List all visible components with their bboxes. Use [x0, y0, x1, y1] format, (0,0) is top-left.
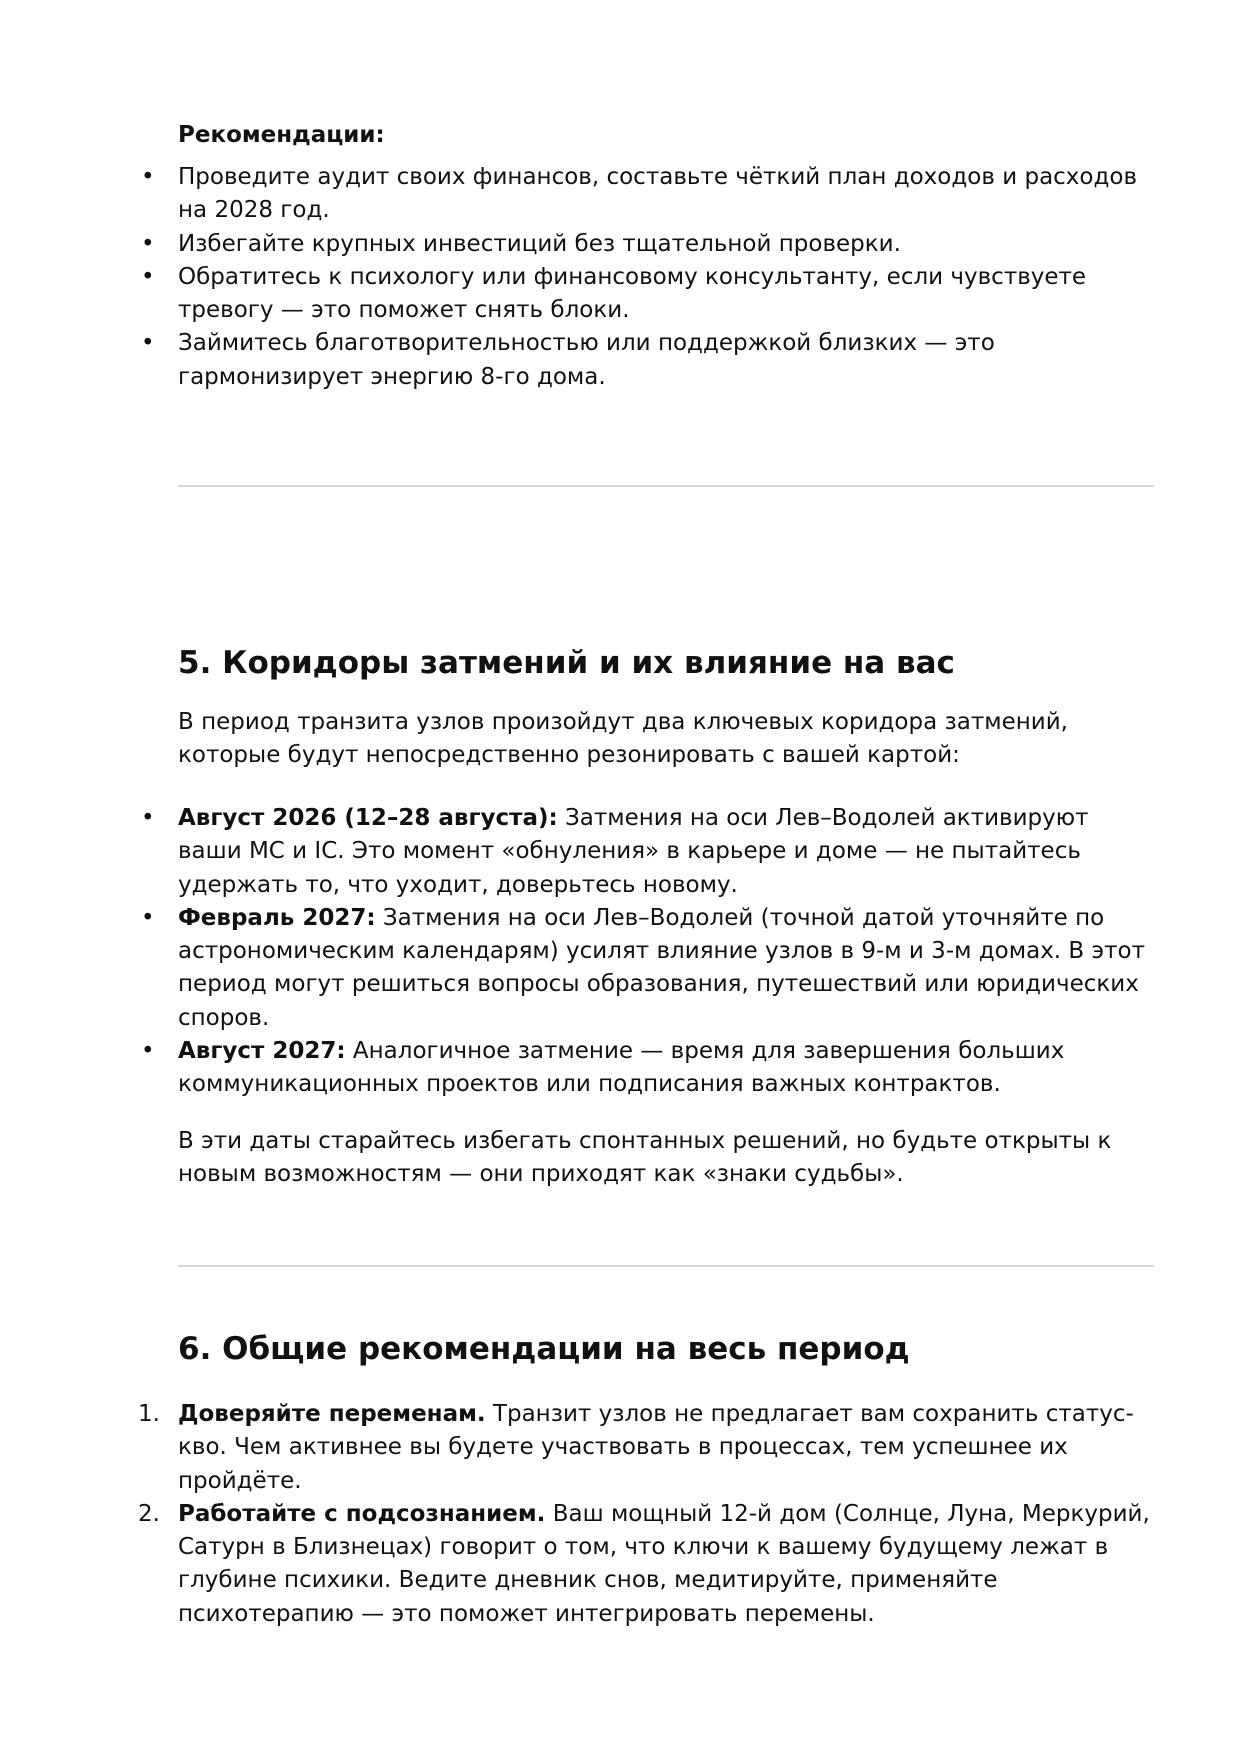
- eclipse-item-text: Затмения на оси Лев–Водолей активируют ваши MC и IC. Это момент «обнуления» в карьере и доме — не пытайтесь удержать то, что уходит, доверьтесь новому.: [178, 805, 1089, 898]
- eclipse-item-text: Аналогичное затмение — время для завершения больших коммуникационных проектов или подписания важных контрактов.: [178, 1038, 1065, 1098]
- section-5-intro: В период транзита узлов произойдут два ключевых коридора затмений, которые будут непосредственно резонировать с вашей картой:: [178, 709, 1068, 769]
- list-item: [141, 1035, 1154, 1102]
- recommendation-text: Займитесь благотворительностью или поддержкой близких — это гармонизирует энергию 8-го дома.: [178, 330, 995, 390]
- recommendations-list: [141, 161, 1154, 394]
- bullet-icon: •: [141, 164, 155, 190]
- section-5-outro-block: [178, 1125, 1154, 1192]
- list-item: [141, 228, 1154, 261]
- section-5-header: [178, 643, 1154, 683]
- list-item: [141, 161, 1154, 228]
- section-divider: [178, 485, 1154, 487]
- list-number: 2.: [138, 1500, 160, 1527]
- section-5-intro-block: [178, 706, 1154, 773]
- recommendation-text: Транзит узлов не предлагает вам сохранить статус-кво. Чем активнее вы будете участвовать в процессах, тем успешнее их пройдёте.: [178, 1401, 1134, 1494]
- bullet-icon: •: [141, 1038, 155, 1065]
- bullet-icon: •: [141, 230, 155, 257]
- general-recommendations-list: [138, 1398, 1154, 1631]
- section-6-header: [178, 1329, 1154, 1369]
- bullet-icon: •: [141, 805, 155, 831]
- list-item: [141, 802, 1154, 902]
- eclipse-item-text: Затмения на оси Лев–Водолей (точной датой уточняйте по астрономическим календарям) усилят влияние узлов в 9-м и 3-м домах. В этот период могут решиться вопросы образования, путешествий или юридических споров.: [178, 904, 1146, 1031]
- section-6-title: 6. Общие рекомендации на весь период: [178, 1331, 910, 1367]
- bullet-icon: •: [141, 904, 155, 931]
- section-divider: [178, 1265, 1154, 1267]
- eclipse-item-date: Август 2026 (12–28 августа):: [178, 805, 558, 831]
- recommendation-lead: Работайте с подсознанием.: [178, 1500, 546, 1527]
- eclipse-list: [141, 802, 1154, 1102]
- recommendation-text: Избегайте крупных инвестиций без тщательной проверки.: [178, 230, 901, 257]
- list-item: [138, 1398, 1154, 1498]
- recommendation-text: Ваш мощный 12-й дом (Солнце, Луна, Меркурий, Сатурн в Близнецах) говорит о том, что ключи к вашему будущему лежат в глубине психики. Ведите дневник снов, медитируйте, применяйте психотерапию — это поможет интегрировать перемены.: [178, 1500, 1150, 1627]
- list-item: [138, 1498, 1154, 1631]
- recommendation-text: Обратитесь к психологу или финансовому консультанту, если чувствуете тревогу — это поможет снять блоки.: [178, 263, 1087, 324]
- section-6-list-block: [138, 1398, 1154, 1631]
- bullet-icon: •: [141, 263, 155, 290]
- section-5-title: 5. Коридоры затмений и их влияние на вас: [178, 645, 955, 681]
- list-item: [141, 261, 1154, 328]
- recommendations-label: Рекомендации:: [178, 122, 385, 148]
- list-number: 1.: [138, 1401, 160, 1427]
- list-item: [141, 902, 1154, 1035]
- section-5-list-block: [141, 802, 1154, 1102]
- eclipse-item-date: Февраль 2027:: [178, 904, 376, 931]
- list-item: [141, 327, 1154, 394]
- recommendation-lead: Доверяйте переменам.: [178, 1401, 486, 1427]
- bullet-icon: •: [141, 330, 155, 357]
- section-5-outro: В эти даты старайтесь избегать спонтанных решений, но будьте открыты к новым возможностям — они приходят как «знаки судьбы».: [178, 1128, 1112, 1188]
- recommendation-text: Проведите аудит своих финансов, составьте чёткий план доходов и расходов на 2028 год.: [178, 164, 1138, 224]
- recommendations-block: [141, 161, 1154, 394]
- eclipse-item-date: Август 2027:: [178, 1038, 346, 1065]
